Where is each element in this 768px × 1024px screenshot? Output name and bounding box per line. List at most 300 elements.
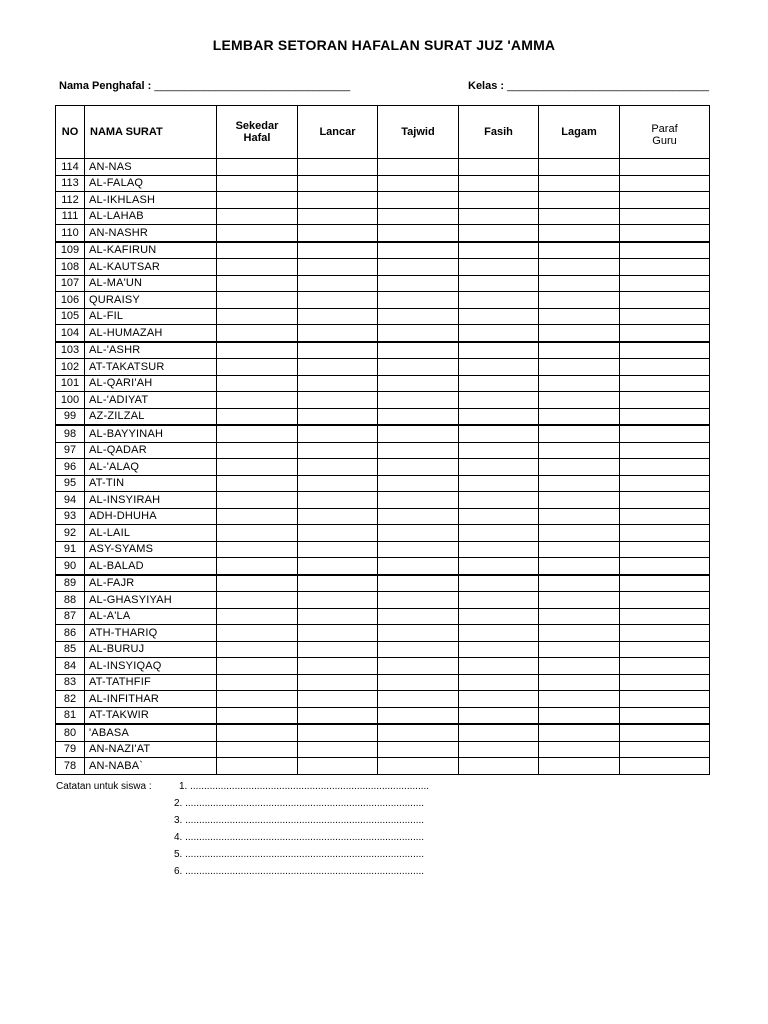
lancar-cell[interactable] [298,758,378,775]
lagam-cell[interactable] [539,475,620,492]
fasih-cell[interactable] [459,259,539,276]
surah-name: AL-INSYIRAH [85,492,217,509]
tajwid-cell[interactable] [378,658,459,675]
lagam-cell[interactable] [539,275,620,292]
tajwid-cell[interactable] [378,408,459,425]
paraf-guru-cell[interactable] [620,674,710,691]
class-line[interactable]: _________________________________ [507,80,710,92]
lancar-cell[interactable] [298,275,378,292]
lagam-cell[interactable] [539,508,620,525]
header-lancar: Lancar [298,106,378,159]
paraf-guru-cell[interactable] [620,758,710,775]
surah-name: 'ABASA [85,724,217,741]
paraf-guru-cell[interactable] [620,658,710,675]
lancar-cell[interactable] [298,425,378,442]
fasih-cell[interactable] [459,741,539,758]
lagam-cell[interactable] [539,225,620,242]
paraf-guru-cell[interactable] [620,625,710,642]
lagam-cell[interactable] [539,674,620,691]
paraf-guru-cell[interactable] [620,724,710,741]
paraf-guru-cell[interactable] [620,225,710,242]
fasih-cell[interactable] [459,408,539,425]
fasih-cell[interactable] [459,541,539,558]
paraf-guru-cell[interactable] [620,359,710,376]
paraf-guru-cell[interactable] [620,508,710,525]
tajwid-cell[interactable] [378,442,459,459]
lagam-cell[interactable] [539,408,620,425]
tajwid-cell[interactable] [378,575,459,592]
paraf-guru-cell[interactable] [620,541,710,558]
lagam-cell[interactable] [539,658,620,675]
surah-number: 108 [56,259,85,276]
sekedar-hafal-cell[interactable] [217,558,298,575]
tajwid-cell[interactable] [378,359,459,376]
surah-name: AL-QADAR [85,442,217,459]
sekedar-hafal-cell[interactable] [217,208,298,225]
surah-number: 90 [56,558,85,575]
tajwid-cell[interactable] [378,259,459,276]
table-row [56,525,710,542]
fasih-cell[interactable] [459,442,539,459]
lancar-cell[interactable] [298,658,378,675]
tajwid-cell[interactable] [378,724,459,741]
lagam-cell[interactable] [539,592,620,609]
tajwid-cell[interactable] [378,375,459,392]
lancar-cell[interactable] [298,325,378,342]
sekedar-hafal-cell[interactable] [217,308,298,325]
paraf-guru-cell[interactable] [620,292,710,309]
lagam-cell[interactable] [539,242,620,259]
lancar-cell[interactable] [298,625,378,642]
paraf-guru-cell[interactable] [620,208,710,225]
paraf-guru-cell[interactable] [620,592,710,609]
header-tajwid: Tajwid [378,106,459,159]
paraf-guru-cell[interactable] [620,375,710,392]
sekedar-hafal-cell[interactable] [217,408,298,425]
surah-name: AL-BURUJ [85,641,217,658]
surah-name: AL-GHASYIYAH [85,592,217,609]
lancar-cell[interactable] [298,442,378,459]
lagam-cell[interactable] [539,741,620,758]
tajwid-cell[interactable] [378,308,459,325]
notes-label: Catatan untuk siswa : [56,781,152,792]
sekedar-hafal-cell[interactable] [217,508,298,525]
lagam-cell[interactable] [539,259,620,276]
table-row [56,741,710,758]
surah-name: ADH-DHUHA [85,508,217,525]
surah-number: 107 [56,275,85,292]
fasih-cell[interactable] [459,525,539,542]
surah-name: AL-QARI'AH [85,375,217,392]
surah-name: AT-TAKWIR [85,707,217,724]
lagam-cell[interactable] [539,625,620,642]
fasih-cell[interactable] [459,225,539,242]
lancar-cell[interactable] [298,558,378,575]
fasih-cell[interactable] [459,208,539,225]
paraf-guru-cell[interactable] [620,175,710,192]
table-row [56,758,710,775]
fasih-cell[interactable] [459,192,539,209]
table-row [56,459,710,476]
surah-number: 98 [56,425,85,442]
surah-number: 89 [56,575,85,592]
paraf-guru-cell[interactable] [620,475,710,492]
lagam-cell[interactable] [539,492,620,509]
lagam-cell[interactable] [539,758,620,775]
paraf-guru-cell[interactable] [620,575,710,592]
lagam-cell[interactable] [539,359,620,376]
paraf-guru-cell[interactable] [620,242,710,259]
surah-name: AL-BAYYINAH [85,425,217,442]
fasih-cell[interactable] [459,292,539,309]
lancar-cell[interactable] [298,175,378,192]
lancar-cell[interactable] [298,292,378,309]
table-row [56,674,710,691]
lagam-cell[interactable] [539,392,620,409]
surah-name: AL-KAUTSAR [85,259,217,276]
surah-number: 80 [56,724,85,741]
lancar-cell[interactable] [298,724,378,741]
sekedar-hafal-cell[interactable] [217,225,298,242]
lagam-cell[interactable] [539,525,620,542]
sekedar-hafal-cell[interactable] [217,325,298,342]
header-lagam: Lagam [539,106,620,159]
sekedar-hafal-cell[interactable] [217,459,298,476]
table-row [56,392,710,409]
lancar-cell[interactable] [298,242,378,259]
sekedar-hafal-cell[interactable] [217,275,298,292]
lancar-cell[interactable] [298,592,378,609]
surah-name: AL-KAFIRUN [85,242,217,259]
note-line[interactable]: 6. ...................................................................................... [174,866,425,877]
tajwid-cell[interactable] [378,525,459,542]
sekedar-hafal-cell[interactable] [217,575,298,592]
fasih-cell[interactable] [459,558,539,575]
lancar-cell[interactable] [298,225,378,242]
sekedar-hafal-cell[interactable] [217,691,298,708]
paraf-guru-cell[interactable] [620,192,710,209]
fasih-cell[interactable] [459,475,539,492]
tajwid-cell[interactable] [378,175,459,192]
lagam-cell[interactable] [539,342,620,359]
table-row [56,242,710,259]
fasih-cell[interactable] [459,608,539,625]
fasih-cell[interactable] [459,275,539,292]
fasih-cell[interactable] [459,375,539,392]
surah-name: AL-'ASHR [85,342,217,359]
lancar-cell[interactable] [298,192,378,209]
fasih-cell[interactable] [459,641,539,658]
lancar-cell[interactable] [298,459,378,476]
tajwid-cell[interactable] [378,159,459,176]
surah-name: ATH-THARIQ [85,625,217,642]
lagam-cell[interactable] [539,459,620,476]
fasih-cell[interactable] [459,691,539,708]
class-field[interactable] [468,80,709,92]
fasih-cell[interactable] [459,308,539,325]
tajwid-cell[interactable] [378,741,459,758]
note-line[interactable]: 3. ...................................................................................... [174,815,425,826]
lagam-cell[interactable] [539,308,620,325]
tajwid-cell[interactable] [378,691,459,708]
fasih-cell[interactable] [459,575,539,592]
surah-name: AL-MA'UN [85,275,217,292]
sekedar-hafal-cell[interactable] [217,592,298,609]
paraf-guru-cell[interactable] [620,707,710,724]
surah-name: AN-NAZI'AT [85,741,217,758]
surah-name: AL-HUMAZAH [85,325,217,342]
table-row [56,707,710,724]
surah-number: 114 [56,159,85,176]
fasih-cell[interactable] [459,242,539,259]
sekedar-hafal-cell[interactable] [217,292,298,309]
lagam-cell[interactable] [539,175,620,192]
note-line[interactable]: 1. ...................................................................................... [179,781,430,792]
tajwid-cell[interactable] [378,208,459,225]
tajwid-cell[interactable] [378,541,459,558]
table-row [56,259,710,276]
fasih-cell[interactable] [459,492,539,509]
sekedar-hafal-cell[interactable] [217,608,298,625]
sekedar-hafal-cell[interactable] [217,625,298,642]
lagam-cell[interactable] [539,641,620,658]
tajwid-cell[interactable] [378,508,459,525]
sekedar-hafal-cell[interactable] [217,525,298,542]
surah-number: 78 [56,758,85,775]
sekedar-hafal-cell[interactable] [217,242,298,259]
paraf-guru-cell[interactable] [620,492,710,509]
table-row [56,425,710,442]
lancar-cell[interactable] [298,674,378,691]
sekedar-hafal-cell[interactable] [217,674,298,691]
page-title: LEMBAR SETORAN HAFALAN SURAT JUZ 'AMMA [212,37,556,53]
table-row [56,641,710,658]
lagam-cell[interactable] [539,608,620,625]
tajwid-cell[interactable] [378,625,459,642]
lagam-cell[interactable] [539,442,620,459]
table-row [56,442,710,459]
sekedar-hafal-cell[interactable] [217,442,298,459]
tajwid-cell[interactable] [378,459,459,476]
sekedar-hafal-cell[interactable] [217,175,298,192]
lancar-cell[interactable] [298,641,378,658]
fasih-cell[interactable] [459,658,539,675]
paraf-guru-cell[interactable] [620,308,710,325]
paraf-guru-cell[interactable] [620,442,710,459]
fasih-cell[interactable] [459,674,539,691]
lagam-cell[interactable] [539,724,620,741]
paraf-guru-cell[interactable] [620,408,710,425]
paraf-guru-cell[interactable] [620,392,710,409]
surah-number: 94 [56,492,85,509]
tajwid-cell[interactable] [378,225,459,242]
fasih-cell[interactable] [459,359,539,376]
lancar-cell[interactable] [298,308,378,325]
surah-number: 82 [56,691,85,708]
fasih-cell[interactable] [459,592,539,609]
sekedar-hafal-cell[interactable] [217,259,298,276]
lancar-cell[interactable] [298,741,378,758]
lancar-cell[interactable] [298,259,378,276]
lagam-cell[interactable] [539,558,620,575]
paraf-guru-cell[interactable] [620,558,710,575]
lagam-cell[interactable] [539,159,620,176]
surah-number: 88 [56,592,85,609]
sekedar-hafal-cell[interactable] [217,758,298,775]
note-line[interactable]: 4. ...................................................................................... [174,832,425,843]
surah-number: 85 [56,641,85,658]
note-line[interactable]: 5. ...................................................................................... [174,849,425,860]
paraf-guru-cell[interactable] [620,608,710,625]
surah-number: 99 [56,408,85,425]
surah-number: 100 [56,392,85,409]
lancar-cell[interactable] [298,475,378,492]
paraf-guru-cell[interactable] [620,259,710,276]
table-row [56,592,710,609]
tajwid-cell[interactable] [378,475,459,492]
tajwid-cell[interactable] [378,275,459,292]
paraf-guru-cell[interactable] [620,641,710,658]
sekedar-hafal-cell[interactable] [217,641,298,658]
paraf-guru-cell[interactable] [620,325,710,342]
sekedar-hafal-cell[interactable] [217,425,298,442]
fasih-cell[interactable] [459,392,539,409]
fasih-cell[interactable] [459,758,539,775]
lancar-cell[interactable] [298,375,378,392]
sekedar-hafal-cell[interactable] [217,724,298,741]
lagam-cell[interactable] [539,541,620,558]
header-sekedar-line2: Hafal [243,132,271,144]
lancar-cell[interactable] [298,691,378,708]
lancar-cell[interactable] [298,492,378,509]
header-sekedar-hafal [217,106,298,159]
paraf-guru-cell[interactable] [620,342,710,359]
tajwid-cell[interactable] [378,392,459,409]
sekedar-hafal-cell[interactable] [217,475,298,492]
lagam-cell[interactable] [539,707,620,724]
fasih-cell[interactable] [459,175,539,192]
sekedar-hafal-cell[interactable] [217,492,298,509]
lancar-cell[interactable] [298,159,378,176]
table-row [56,658,710,675]
paraf-guru-cell[interactable] [620,459,710,476]
tajwid-cell[interactable] [378,492,459,509]
lagam-cell[interactable] [539,325,620,342]
sekedar-hafal-cell[interactable] [217,159,298,176]
paraf-guru-cell[interactable] [620,691,710,708]
tajwid-cell[interactable] [378,758,459,775]
surah-name: AN-NASHR [85,225,217,242]
fasih-cell[interactable] [459,724,539,741]
sekedar-hafal-cell[interactable] [217,741,298,758]
paraf-guru-cell[interactable] [620,425,710,442]
table-row [56,625,710,642]
paraf-guru-cell[interactable] [620,741,710,758]
tajwid-cell[interactable] [378,342,459,359]
table-row [56,375,710,392]
lagam-cell[interactable] [539,292,620,309]
sekedar-hafal-cell[interactable] [217,658,298,675]
surah-name: AL-FIL [85,308,217,325]
surah-number: 110 [56,225,85,242]
surah-number: 109 [56,242,85,259]
tajwid-cell[interactable] [378,192,459,209]
lagam-cell[interactable] [539,208,620,225]
lancar-cell[interactable] [298,408,378,425]
tajwid-cell[interactable] [378,325,459,342]
lancar-cell[interactable] [298,525,378,542]
sekedar-hafal-cell[interactable] [217,392,298,409]
sekedar-hafal-cell[interactable] [217,342,298,359]
lagam-cell[interactable] [539,691,620,708]
fasih-cell[interactable] [459,342,539,359]
lagam-cell[interactable] [539,575,620,592]
lancar-cell[interactable] [298,575,378,592]
surah-number: 97 [56,442,85,459]
surah-number: 91 [56,541,85,558]
tajwid-cell[interactable] [378,608,459,625]
lancar-cell[interactable] [298,608,378,625]
sekedar-hafal-cell[interactable] [217,707,298,724]
sekedar-hafal-cell[interactable] [217,375,298,392]
header-paraf-guru [620,106,710,159]
table-row [56,225,710,242]
student-name-field[interactable] [59,80,350,92]
fasih-cell[interactable] [459,508,539,525]
note-line[interactable]: 2. ...................................................................................... [174,798,425,809]
lancar-cell[interactable] [298,541,378,558]
fasih-cell[interactable] [459,325,539,342]
paraf-guru-cell[interactable] [620,159,710,176]
tajwid-cell[interactable] [378,674,459,691]
lancar-cell[interactable] [298,208,378,225]
paraf-guru-cell[interactable] [620,525,710,542]
table-row [56,325,710,342]
tajwid-cell[interactable] [378,425,459,442]
fasih-cell[interactable] [459,159,539,176]
fasih-cell[interactable] [459,459,539,476]
fasih-cell[interactable] [459,707,539,724]
surah-number: 79 [56,741,85,758]
lancar-cell[interactable] [298,392,378,409]
tajwid-cell[interactable] [378,592,459,609]
sekedar-hafal-cell[interactable] [217,541,298,558]
tajwid-cell[interactable] [378,707,459,724]
surah-number: 86 [56,625,85,642]
tajwid-cell[interactable] [378,292,459,309]
tajwid-cell[interactable] [378,242,459,259]
lancar-cell[interactable] [298,342,378,359]
lagam-cell[interactable] [539,425,620,442]
lancar-cell[interactable] [298,508,378,525]
table-row [56,292,710,309]
surah-number: 113 [56,175,85,192]
tajwid-cell[interactable] [378,641,459,658]
lancar-cell[interactable] [298,707,378,724]
table-row [56,408,710,425]
lagam-cell[interactable] [539,375,620,392]
paraf-guru-cell[interactable] [620,275,710,292]
sekedar-hafal-cell[interactable] [217,359,298,376]
lagam-cell[interactable] [539,192,620,209]
fasih-cell[interactable] [459,425,539,442]
tajwid-cell[interactable] [378,558,459,575]
student-name-line[interactable]: ________________________________ [154,80,351,92]
fasih-cell[interactable] [459,625,539,642]
sekedar-hafal-cell[interactable] [217,192,298,209]
surah-name: ASY-SYAMS [85,541,217,558]
lancar-cell[interactable] [298,359,378,376]
